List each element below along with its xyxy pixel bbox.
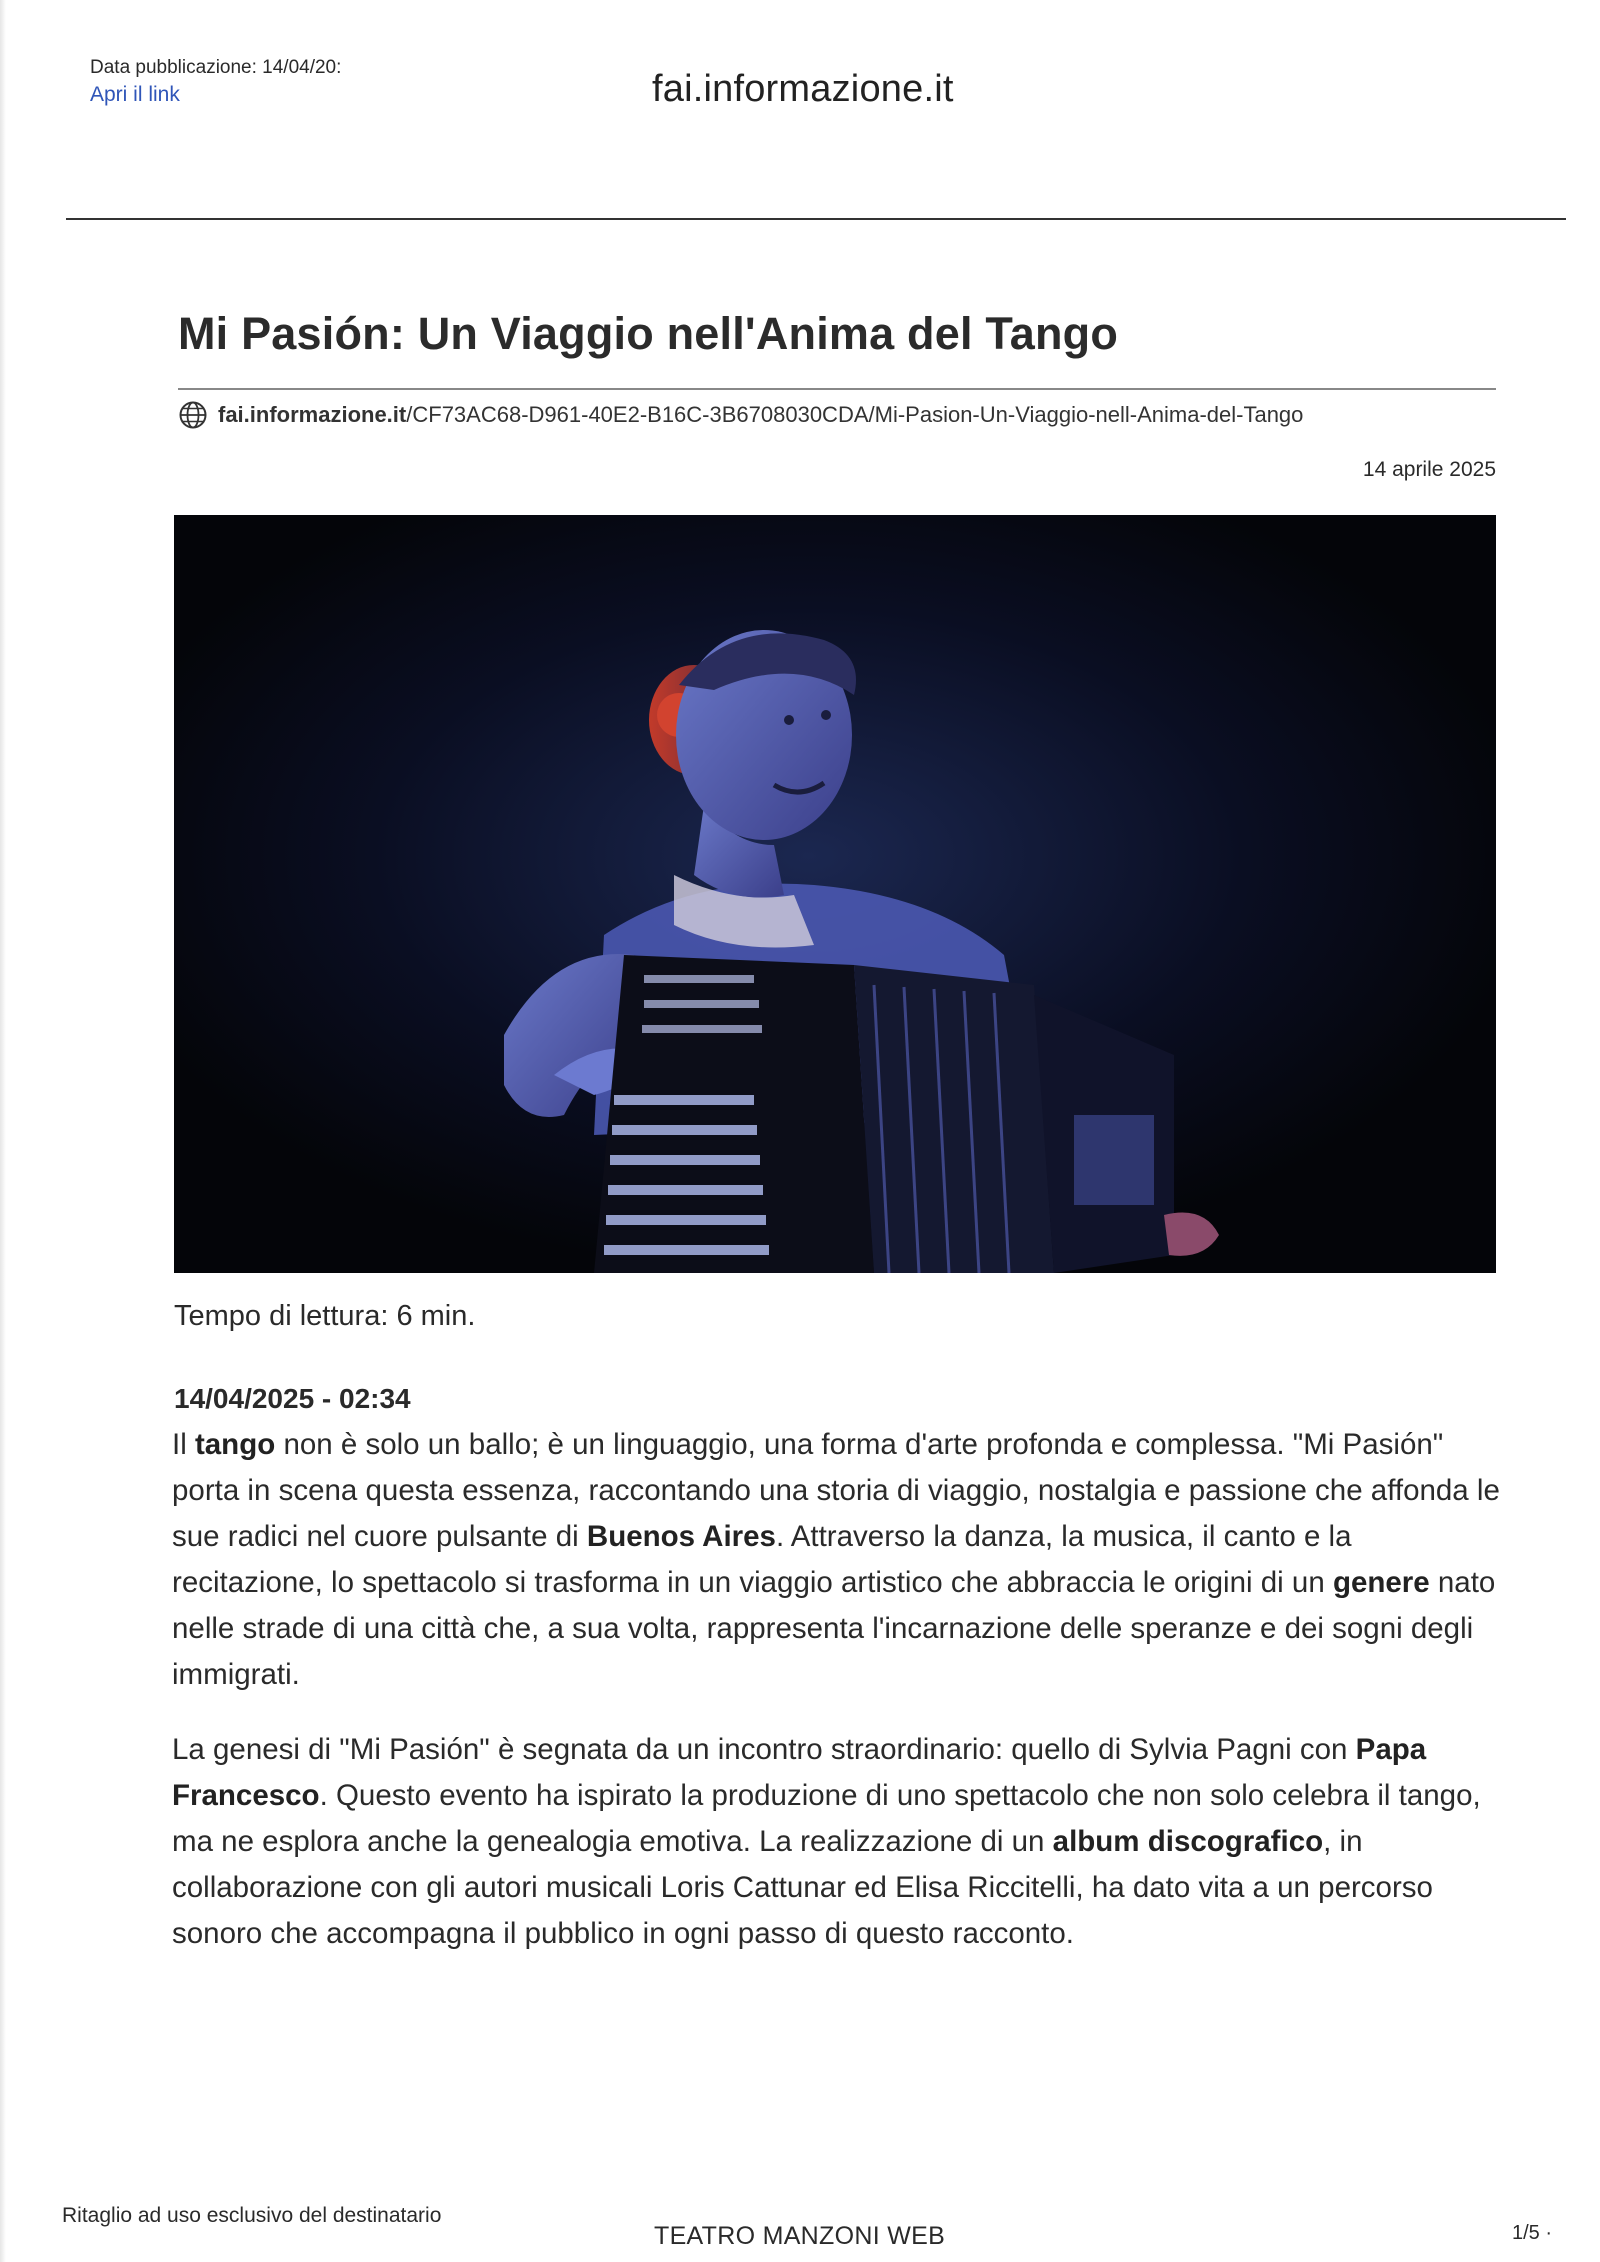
article-url[interactable] (178, 400, 1303, 430)
scan-edge-shadow (0, 0, 6, 2262)
url-domain: fai.informazione.it (218, 402, 407, 427)
publication-date: Data pubblicazione: 14/04/20: (90, 57, 342, 78)
footer-note: Ritaglio ad uso esclusivo del destinatario (62, 2204, 442, 2227)
title-divider (178, 388, 1496, 390)
paragraph-text: La genesi di "Mi Pasión" è segnata da un incontro straordinario: quello di Sylvia Pagni con (172, 1733, 1356, 1766)
reading-time: Tempo di lettura: 6 min. (174, 1300, 476, 1332)
header-divider (66, 218, 1566, 220)
publication-meta (90, 54, 341, 108)
url-path: /CF73AC68-D961-40E2-B16C-3B6708030CDA/Mi-Pasion-Un-Viaggio-nell-Anima-del-Tango (406, 402, 1304, 427)
paragraph-text: . Questo evento ha ispirato la produzione di uno spettacolo che non solo celebra il tango, ma ne esplora anche la genealogia emotiva. La realizzazione di un (172, 1779, 1481, 1858)
article-photo (174, 515, 1496, 1273)
paragraph-text: . Attraverso la danza, la musica, il canto e la recitazione, lo spettacolo si trasforma in un viaggio artistico che abbraccia le origini di un (172, 1520, 1352, 1599)
paragraph-text: Il (172, 1428, 195, 1461)
site-name: fai.informazione.it (652, 68, 954, 110)
bold-keyword: tango (194, 1428, 276, 1461)
globe-icon (178, 400, 208, 430)
article-paragraph-2 (172, 1727, 1502, 1957)
paragraph-text: , in collaborazione con gli autori musicali Loris Cattunar ed Elisa Riccitelli, ha dato vita a un percorso sonoro che accompagna il pubblico in ogni passo di questo racconto. (172, 1825, 1433, 1950)
article-timestamp: 14/04/2025 - 02:34 (174, 1383, 411, 1414)
open-link[interactable]: Apri il link (90, 83, 180, 106)
bold-keyword: album discografico (1052, 1825, 1324, 1858)
page-number: 1/5 · (1512, 2222, 1553, 2244)
paragraph-text: nato nelle strade di una città che, a sua volta, rappresenta l'incarnazione delle speranze e dei sogni degli immigrati. (172, 1566, 1496, 1691)
paragraph-text: non è solo un ballo; è un linguaggio, una forma d'arte profonda e complessa. "Mi Pasión" porta in scena questa essenza, raccontando una storia di viaggio, nostalgia e passione che affonda le sue radici nel cuore pulsante di (172, 1428, 1500, 1553)
bold-keyword: Buenos Aires (586, 1520, 776, 1553)
bold-keyword: genere (1332, 1566, 1430, 1599)
bold-keyword: Papa Francesco (172, 1733, 1427, 1812)
article-title: Mi Pasión: Un Viaggio nell'Anima del Tango (178, 308, 1119, 359)
article-date: 14 aprile 2025 (1362, 458, 1496, 481)
accordion-player-photo (174, 515, 1496, 1273)
article-paragraph-1 (172, 1422, 1502, 1698)
footer-source: TEATRO MANZONI WEB (654, 2222, 946, 2250)
